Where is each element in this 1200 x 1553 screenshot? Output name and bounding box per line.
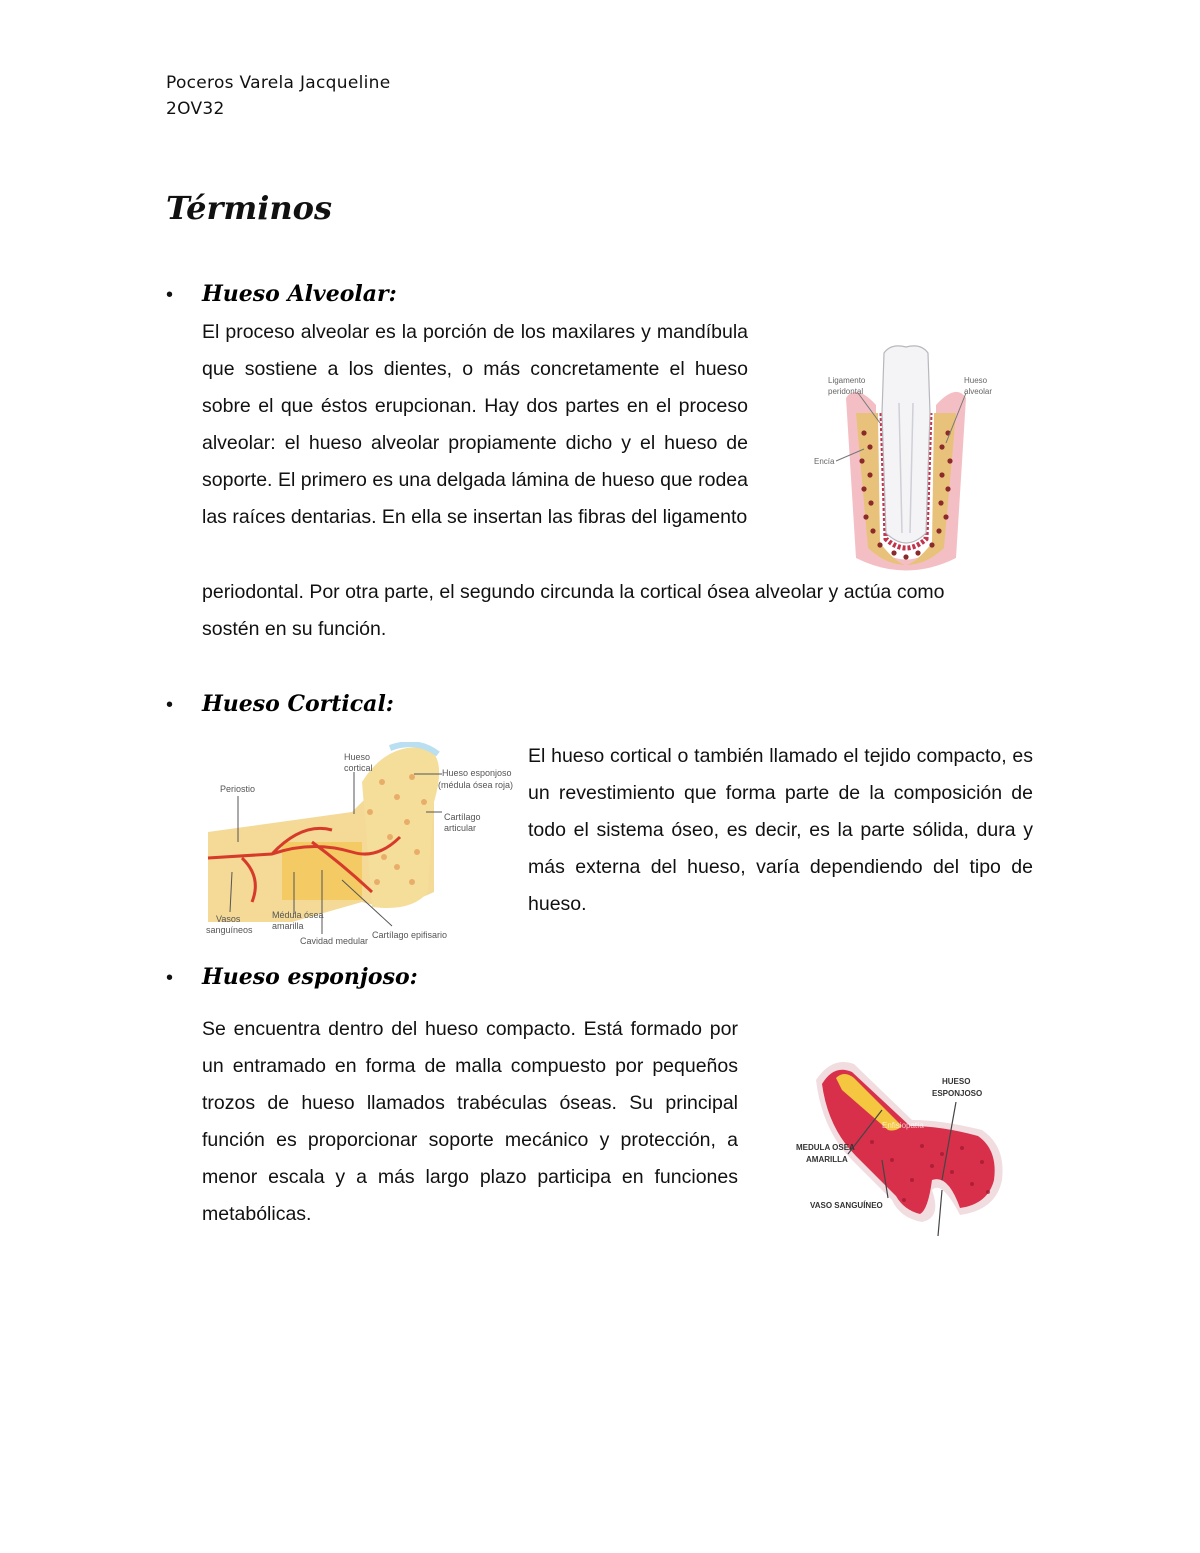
spongy-bone-figure (792, 1050, 1010, 1240)
bullet-icon: • (166, 967, 174, 989)
label-medula: MEDULA OSEA (796, 1143, 855, 1152)
label-esponjoso: ESPONJOSO (932, 1089, 983, 1098)
label-hueso-cortical: cortical (344, 763, 373, 773)
label-epifisario: Cartílago epifisario (372, 930, 448, 940)
section-heading-cortical: Hueso Cortical: (202, 691, 394, 717)
cortical-bone-figure (202, 742, 518, 948)
label-cartilago-articular: articular (444, 823, 477, 833)
bullet-icon: • (166, 284, 174, 306)
label-vasos: sanguíneos (206, 925, 253, 935)
section-text-alveolar: El proceso alveolar es la porción de los maxilares y mandíbula que sostiene a los dientes, o más concretamente el hueso sobre el que éstos erupcionan. Hay dos partes en el proceso alveolar: el hueso alveolar propiamente dicho y el hueso de soporte. El primero es una delgada lámina de hueso que rodea las raíces dentarias. En ella se insertan las fibras del ligamento (202, 321, 748, 528)
label-cartilago-articular: Cartílago (444, 812, 481, 822)
tooth-alveolar-figure (806, 343, 1006, 571)
section-text-cortical: El hueso cortical o también llamado el tejido compacto, es un revestimiento que forma parte de la composición de todo el sistema óseo, es decir, es la parte sólida, dura y más externa del hueso, varía dependiendo del tipo de hueso. (528, 745, 1033, 915)
section-heading-alveolar: Hueso Alveolar: (202, 281, 397, 307)
label-periostio: Periostio (220, 784, 256, 794)
label-esponjoso: HUESO (942, 1077, 971, 1086)
watermark-text: Enfisiopatía (882, 1121, 924, 1130)
label-hueso: Hueso (964, 376, 988, 385)
label-medula: AMARILLA (806, 1155, 848, 1164)
section-text-alveolar-line: periodontal. Por otra parte, el segundo circunda la cortical ósea alveolar y actúa como (202, 581, 945, 603)
section-heading-esponjoso: Hueso esponjoso: (202, 964, 418, 990)
bone-epiphysis (362, 747, 439, 908)
label-medula: Médula ósea (272, 910, 324, 920)
group-code: 2OV32 (166, 99, 225, 119)
label-medula: amarilla (272, 921, 304, 931)
page-title: Términos (166, 189, 332, 227)
label-hueso-cortical: Hueso (344, 752, 371, 762)
tooth-crown-root (882, 346, 930, 543)
label-cavidad: Cavidad medular (300, 936, 369, 946)
label-alveolar: alveolar (964, 387, 993, 396)
label-periodontal: peridontal (828, 387, 864, 396)
bullet-icon: • (166, 694, 174, 716)
author-name: Poceros Varela Jacqueline (166, 73, 391, 93)
label-esponjoso: Hueso esponjoso (442, 768, 512, 778)
label-vaso: VASO SANGUÍNEO (810, 1201, 883, 1210)
label-ligamento: Ligamento (828, 376, 866, 385)
label-encia: Encía (814, 457, 835, 466)
section-text-alveolar-line: sostén en su función. (202, 618, 387, 640)
label-vasos: Vasos (216, 914, 241, 924)
section-text-esponjoso: Se encuentra dentro del hueso compacto. Está formado por un entramado en forma de malla compuesto por pequeños trozos de hueso llamados trabéculas óseas. Su principal función es proporcionar soporte mecánico y protección, a menor escala y a más largo plazo participa en funciones metabólicas. (202, 1018, 738, 1225)
label-esponjoso: (médula ósea roja) (438, 780, 514, 790)
